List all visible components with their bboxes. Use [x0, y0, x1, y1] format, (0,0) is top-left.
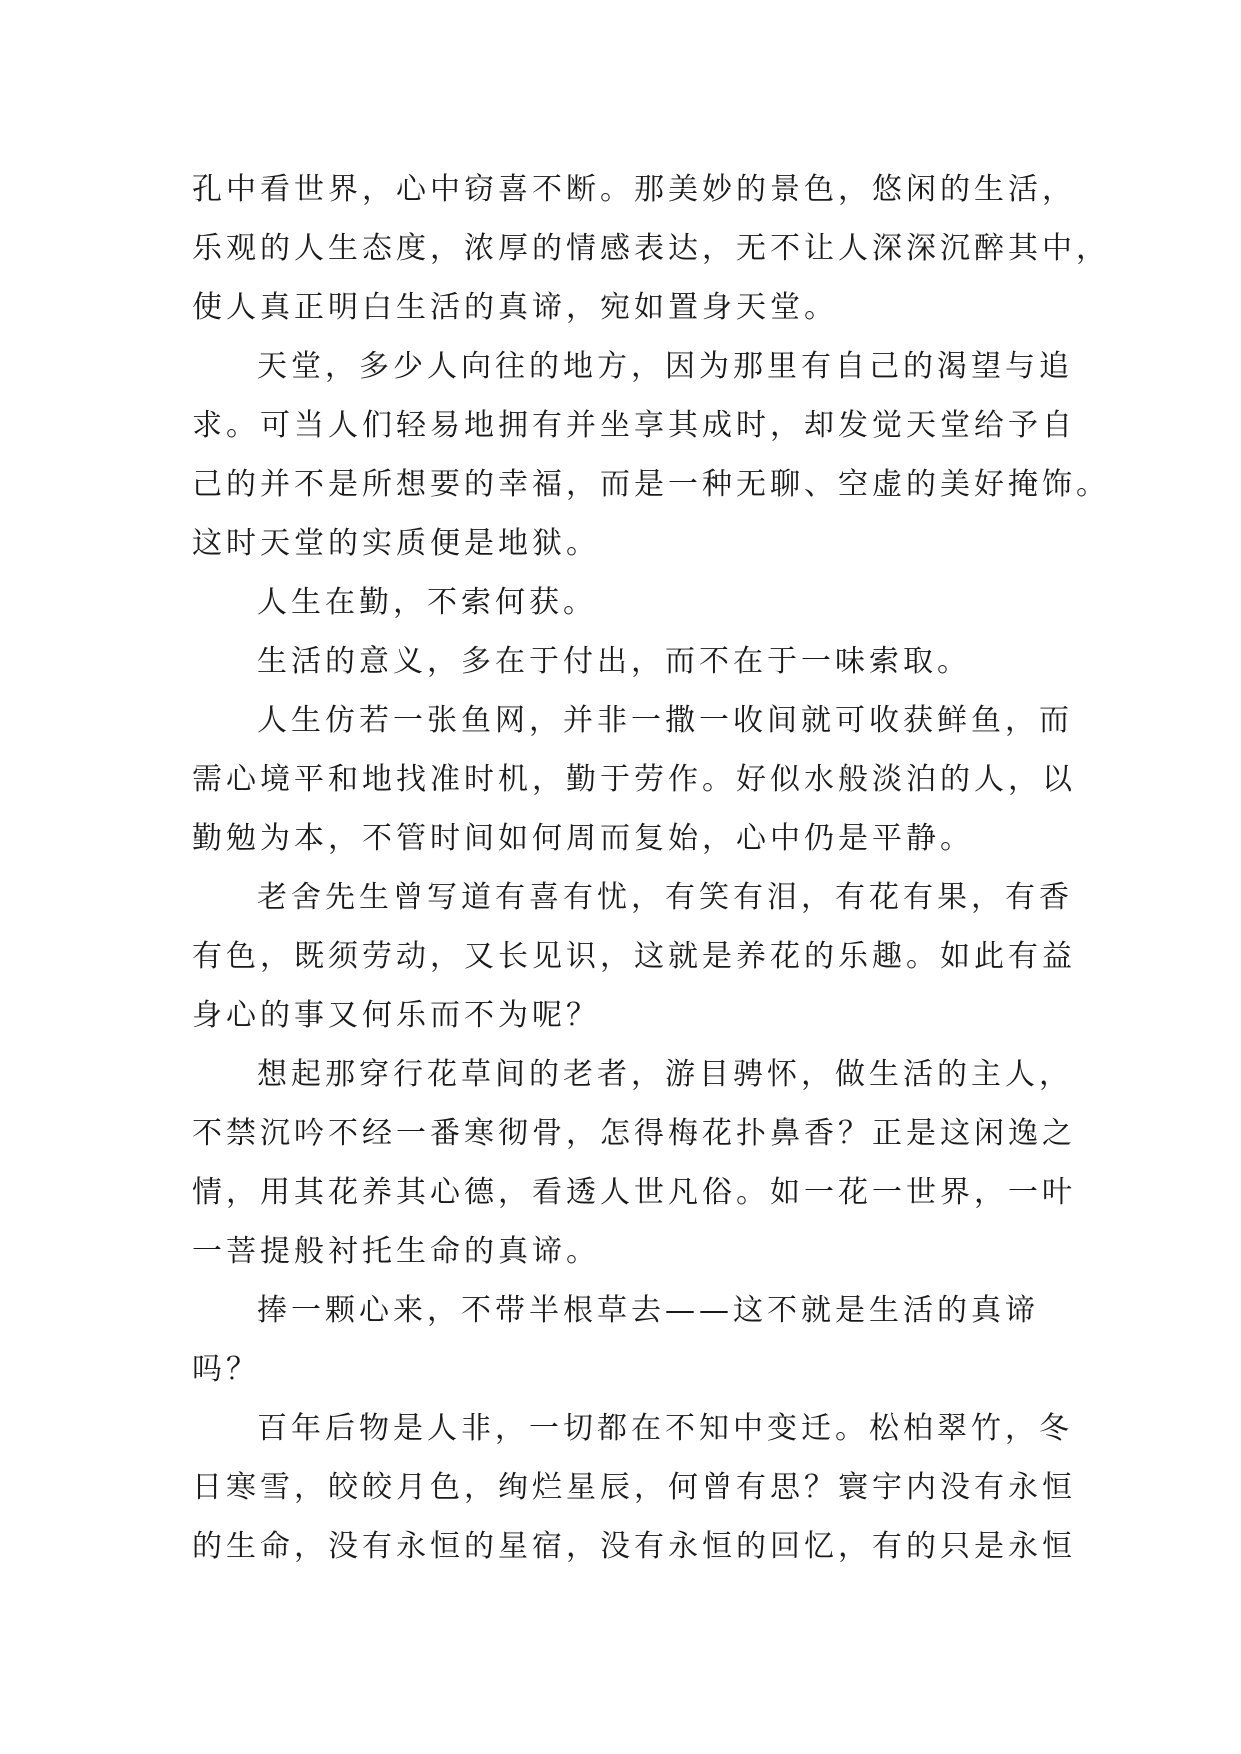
text-line: 情，用其花养其心德，看透人世凡俗。如一花一世界，一叶	[192, 1175, 1076, 1210]
text-line: 一菩提般衬托生命的真谛。	[192, 1234, 600, 1269]
text-line: 乐观的人生态度，浓厚的情感表达，无不让人深深沉醉其中，	[192, 231, 1110, 266]
text-line: 有色，既须劳动，又长见识，这就是养花的乐趣。如此有益	[192, 939, 1076, 974]
text-line: 天堂，多少人向往的地方，因为那里有自己的渴望与追	[257, 349, 1073, 384]
text-line: 这时天堂的实质便是地狱。	[192, 526, 600, 561]
text-line: 求。可当人们轻易地拥有并坐享其成时，却发觉天堂给予自	[192, 408, 1076, 443]
text-line: 捧一颗心来，不带半根草去——这不就是生活的真谛	[257, 1293, 1039, 1328]
document-body	[192, 160, 1110, 1576]
text-line: 生活的意义，多在于付出，而不在于一味索取。	[257, 644, 971, 679]
text-line: 人生仿若一张鱼网，并非一撒一收间就可收获鲜鱼，而	[257, 703, 1073, 738]
text-line: 身心的事又何乐而不为呢？	[192, 998, 600, 1033]
text-line: 人生在勤，不索何获。	[257, 585, 597, 620]
text-line: 的生命，没有永恒的星宿，没有永恒的回忆，有的只是永恒	[192, 1529, 1076, 1564]
text-line: 百年后物是人非，一切都在不知中变迁。松柏翠竹，冬	[257, 1411, 1073, 1446]
text-line: 勤勉为本，不管时间如何周而复始，心中仍是平静。	[192, 821, 974, 856]
text-line: 不禁沉吟不经一番寒彻骨，怎得梅花扑鼻香？正是这闲逸之	[192, 1116, 1076, 1151]
text-line: 使人真正明白生活的真谛，宛如置身天堂。	[192, 290, 838, 325]
text-line: 想起那穿行花草间的老者，游目骋怀，做生活的主人，	[257, 1057, 1073, 1092]
text-line: 孔中看世界，心中窃喜不断。那美妙的景色，悠闲的生活，	[192, 172, 1076, 207]
text-line: 吗？	[192, 1352, 260, 1387]
text-line: 老舍先生曾写道有喜有忧，有笑有泪，有花有果，有香	[257, 880, 1073, 915]
text-line: 需心境平和地找准时机，勤于劳作。好似水般淡泊的人，以	[192, 762, 1076, 797]
text-line: 己的并不是所想要的幸福，而是一种无聊、空虚的美好掩饰。	[192, 467, 1110, 502]
text-line: 日寒雪，皎皎月色，绚烂星辰，何曾有思？寰宇内没有永恒	[192, 1470, 1076, 1505]
